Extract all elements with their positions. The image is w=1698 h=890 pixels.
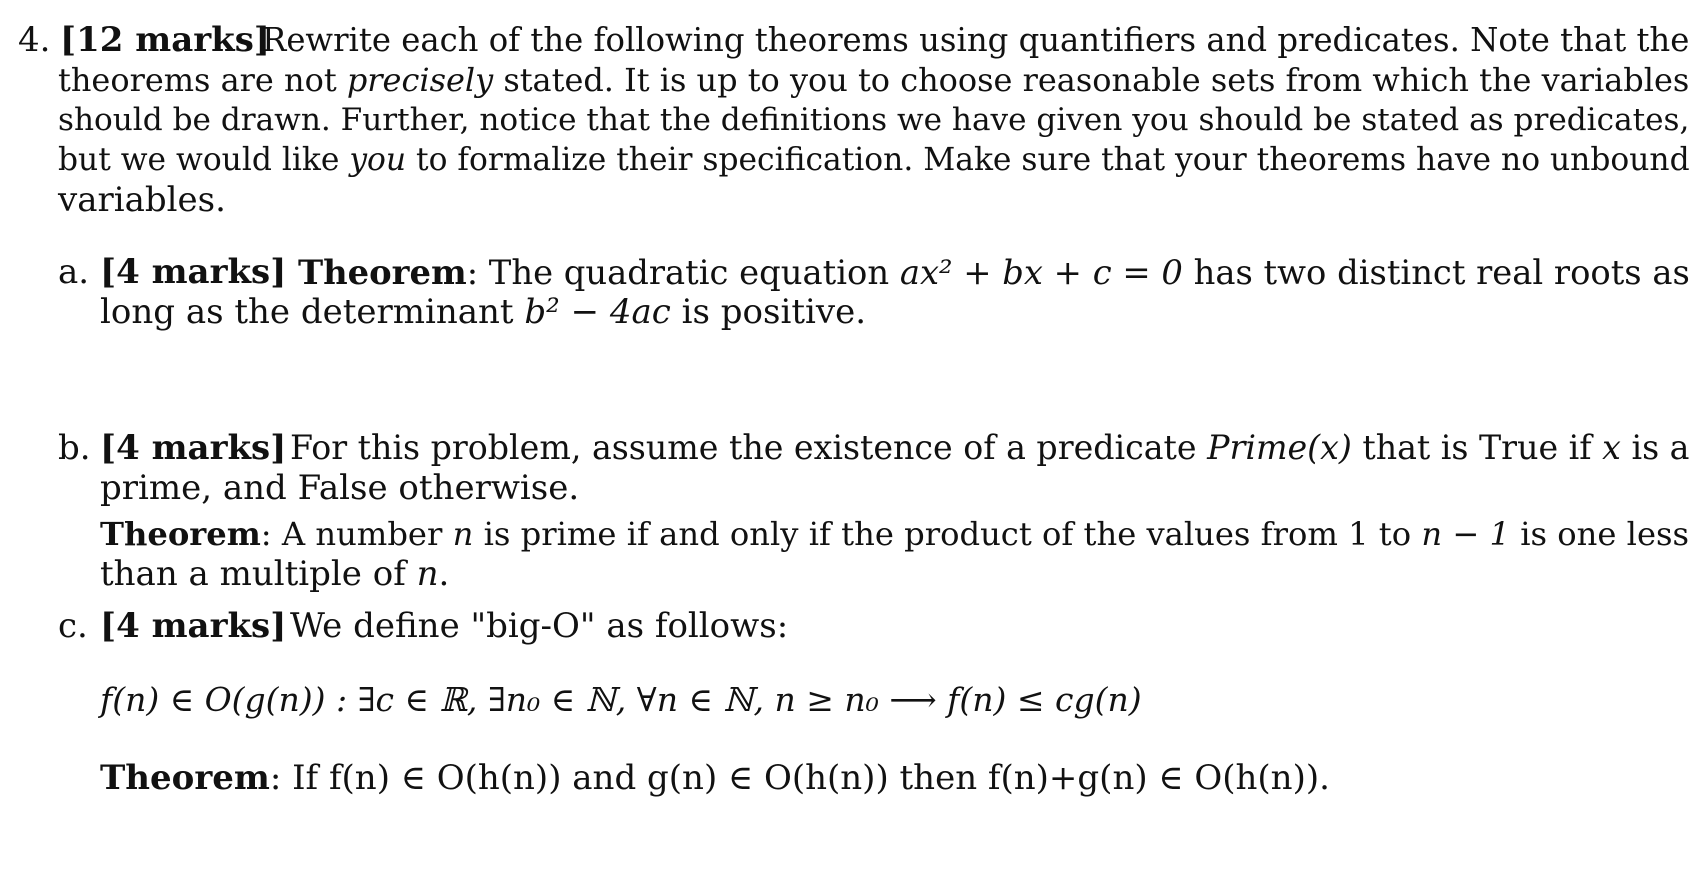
part-b-prime-predicate: Prime(x) <box>1207 428 1352 467</box>
part-b-text-1b: that is True if <box>1351 428 1603 467</box>
intro-text-5: variables. <box>58 180 226 220</box>
question-number-label: 4. <box>18 20 51 60</box>
part-b-text-4a: than a multiple of <box>100 554 417 594</box>
part-a-marks-label: [4 marks] <box>100 252 287 292</box>
part-c-theorem-word: Theorem <box>100 758 270 798</box>
intro-text-1: Rewrite each of the following theorems using quantifiers and predicates. Note that the <box>262 21 1690 59</box>
part-c-theorem <box>100 756 1330 800</box>
part-b-label <box>58 426 91 470</box>
part-b-letter: b. <box>58 428 91 468</box>
part-b-text-1a: For this problem, assume the existence of a predicate <box>290 428 1208 467</box>
part-a-text-2a: long as the determinant <box>100 292 525 332</box>
part-b-text-3b: is prime if and only if the product of the values from 1 to <box>473 515 1422 553</box>
part-c-label <box>58 604 88 648</box>
part-a-label <box>58 250 89 294</box>
part-b-var-n-2: n <box>416 554 439 594</box>
intro-text-2a: theorems are not <box>58 61 347 99</box>
part-a-text-2b: is positive. <box>670 292 867 332</box>
part-c-theorem-text: : If f(n) ∈ O(h(n)) and g(n) ∈ O(h(n)) then f(n)+g(n) ∈ O(h(n)). <box>269 758 1330 798</box>
part-b-line-3 <box>100 512 1689 556</box>
part-a-letter: a. <box>58 252 90 292</box>
intro-text-2b: stated. It is up to you to choose reasonable sets from which the variables <box>493 61 1690 99</box>
big-o-definition-formula: f(n) ∈ O(g(n)) : ∃c ∈ ℝ, ∃n₀ ∈ ℕ, ∀n ∈ ℕ, n ≥ n₀ ⟶ f(n) ≤ cg(n) <box>100 680 1142 719</box>
intro-text-4b: to formalize their specification. Make sure that your theorems have no unbound <box>406 142 1690 178</box>
part-b-marks-label: [4 marks] <box>100 428 287 468</box>
part-b-var-n: n <box>452 515 474 553</box>
part-c-intro-text: We define "big-O" as follows: <box>290 606 789 646</box>
part-a-line-1 <box>298 250 1690 295</box>
intro-line-1 <box>262 18 1689 62</box>
big-o-definition <box>100 678 1142 722</box>
intro-line-5 <box>58 178 226 222</box>
part-a-equation: ax² + bx + c = 0 <box>899 253 1183 292</box>
part-a-marks <box>100 250 286 294</box>
part-b-n-minus-1: n − 1 <box>1421 515 1511 553</box>
part-a-text-1b: has two distinct real roots as <box>1182 253 1690 292</box>
part-b-text-1c: is a <box>1620 428 1690 467</box>
part-b-text-4b: . <box>438 554 450 594</box>
question-marks-label: [12 marks] <box>60 20 270 60</box>
intro-text-4a: but we would like <box>58 142 350 178</box>
question-marks <box>60 18 270 62</box>
intro-emphasis-precisely: precisely <box>346 61 494 99</box>
intro-emphasis-you: you <box>349 142 407 178</box>
question-number <box>18 18 50 62</box>
part-c-marks-label: [4 marks] <box>100 606 287 646</box>
part-b-theorem-word: Theorem <box>100 515 261 553</box>
part-a-theorem-word: Theorem <box>298 252 467 292</box>
part-c-marks <box>100 604 286 648</box>
part-b-text-3c: is one less <box>1510 515 1690 553</box>
part-b-line-4 <box>100 552 449 596</box>
part-b-line-1 <box>290 426 1690 470</box>
intro-line-3 <box>58 98 1689 142</box>
part-b-var-x: x <box>1602 428 1621 467</box>
intro-text-3: should be drawn. Further, notice that the definitions we have given you should be stated as predicates, <box>58 102 1690 138</box>
part-b-text-2: prime, and False otherwise. <box>100 468 580 508</box>
part-b-line-2 <box>100 466 579 510</box>
part-b-text-3a: : A number <box>260 515 453 553</box>
part-a-line-2 <box>100 290 866 334</box>
part-c-letter: c. <box>58 606 88 646</box>
part-a-text-1a: : The quadratic equation <box>466 253 900 292</box>
part-b-marks <box>100 426 286 470</box>
intro-line-2 <box>58 58 1689 102</box>
part-c-intro <box>290 604 788 648</box>
intro-line-4 <box>58 138 1690 182</box>
part-a-determinant: b² − 4ac <box>524 292 671 332</box>
